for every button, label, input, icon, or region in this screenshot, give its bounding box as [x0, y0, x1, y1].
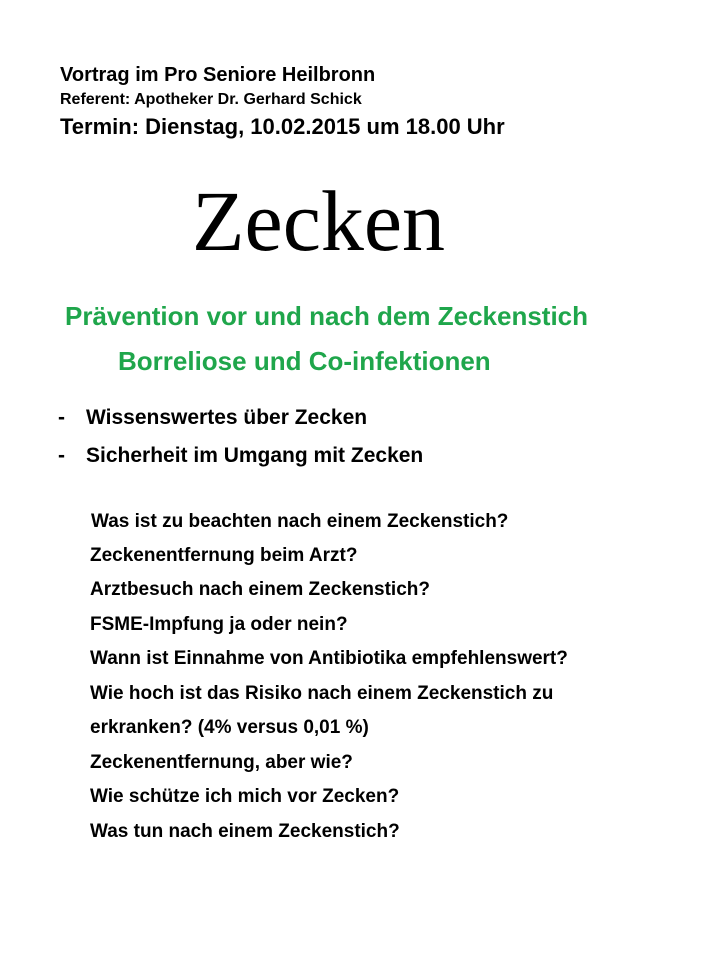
question-line: FSME-Impfung ja oder nein? — [90, 614, 348, 635]
question-line: Was tun nach einem Zeckenstich? — [90, 821, 400, 842]
question-line: Arztbesuch nach einem Zeckenstich? — [90, 579, 430, 600]
question-line: erkranken? (4% versus 0,01 %) — [90, 717, 369, 738]
question-line: Zeckenentfernung beim Arzt? — [90, 545, 358, 566]
topic-item — [58, 406, 367, 430]
subtitle-prevention: Prävention vor und nach dem Zeckenstich — [65, 301, 589, 331]
venue-line: Vortrag im Pro Seniore Heilbronn — [60, 64, 376, 86]
main-title: Zecken — [192, 173, 446, 269]
topic-label: Wissenswertes über Zecken — [86, 406, 368, 429]
bullet-dash: - — [58, 406, 65, 429]
question-line: Was ist zu beachten nach einem Zeckenstich? — [91, 511, 509, 532]
subtitle-borreliosis: Borreliose und Co-infektionen — [118, 346, 491, 376]
date-line: Termin: Dienstag, 10.02.2015 um 18.00 Uhr — [60, 114, 505, 139]
speaker-line: Referent: Apotheker Dr. Gerhard Schick — [60, 91, 362, 108]
topic-label: Sicherheit im Umgang mit Zecken — [86, 444, 424, 467]
question-line: Zeckenentfernung, aber wie? — [90, 752, 353, 773]
topic-item — [58, 444, 423, 468]
question-line: Wie schütze ich mich vor Zecken? — [90, 786, 400, 807]
question-line: Wie hoch ist das Risiko nach einem Zeckenstich zu — [90, 683, 554, 704]
bullet-dash: - — [58, 444, 65, 467]
question-line: Wann ist Einnahme von Antibiotika empfehlenswert? — [90, 648, 568, 669]
